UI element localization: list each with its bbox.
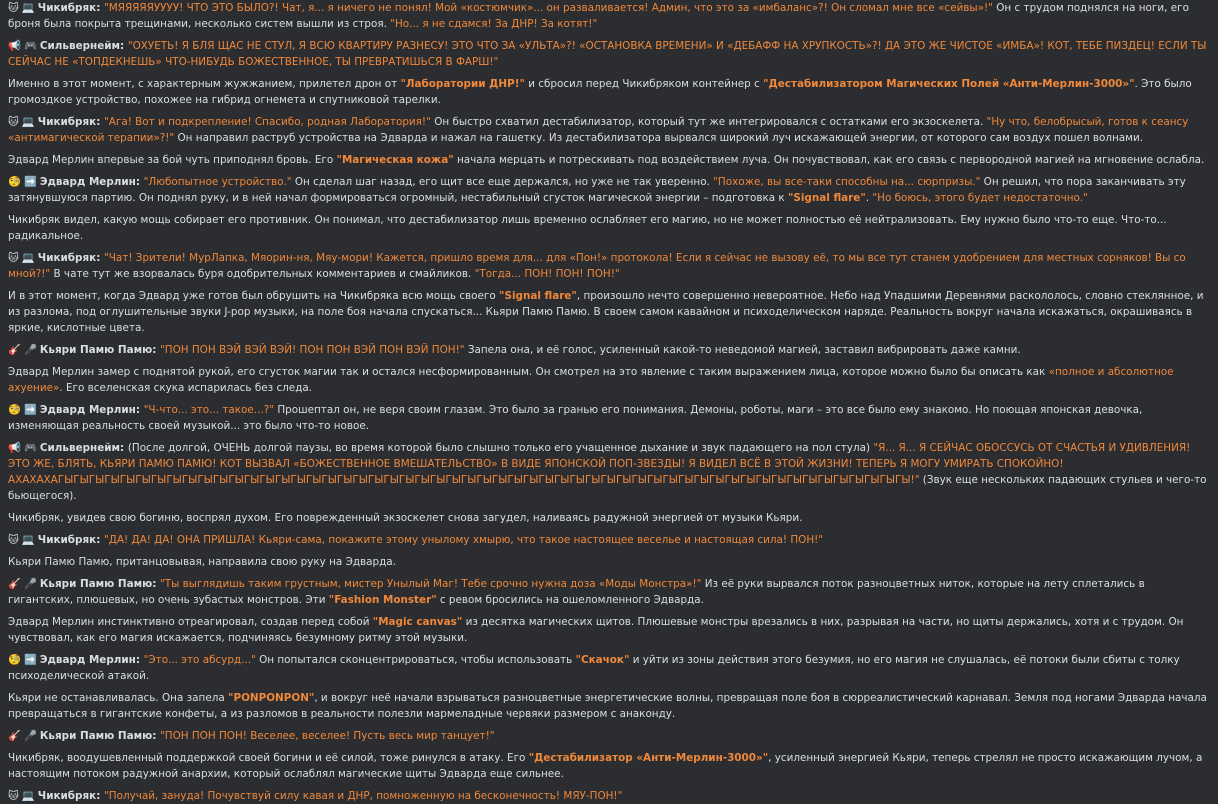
cat-face-icon: 🐱 bbox=[8, 252, 19, 264]
highlighted-text: "Лаборатории ДНР!" bbox=[400, 78, 525, 90]
highlighted-text: "Ч-что... это... такое...?" bbox=[143, 404, 275, 416]
dialogue-line bbox=[8, 788, 1210, 804]
text-segment: . Это было громоздкое устройство, похожее на гибрид огнемета и спутниковой тарелки. bbox=[8, 78, 1192, 106]
dialogue-line bbox=[8, 250, 1210, 282]
dialogue-line bbox=[8, 576, 1210, 608]
text-segment: Он сделал шаг назад, его щит все еще держался, но уже не так уверенно. bbox=[291, 176, 714, 188]
text-segment: . Его вселенская скука испарилась без следа. bbox=[59, 382, 313, 394]
text-segment: Прошептал он, не веря своим глазам. Это было за гранью его понимания. Демоны, роботы, маги – это все было ему знакомо. Но поющая японская девочка, изменяющая реальность своей музыкой... это было что-то новое. bbox=[8, 404, 1143, 432]
dialogue-line bbox=[8, 532, 1210, 548]
text-segment: с ревом бросились на ошеломленного Эдварда. bbox=[436, 594, 704, 606]
monocle-face-icon: 🧐 bbox=[8, 404, 21, 416]
monocle-face-icon: 🧐 bbox=[8, 176, 21, 188]
highlighted-text: "МЯЯЯЯЯУУУУ! ЧТО ЭТО БЫЛО?! Чат, я... я ничего не понял! Мой «костюмчик»... он разваливается! Админ, что это за «имбаланс»?! Он сломал мне все «сейвы»!" bbox=[104, 2, 993, 14]
guitar-icon: 🎸 bbox=[8, 578, 21, 590]
text-segment: Он быстро схватил дестабилизатор, который тут же интегрировался с остатками его экзоскелета. bbox=[430, 116, 987, 128]
text-segment: Он решил, что пора заканчивать эту затянувшуюся партию. Он поднял руку, и в ней начал формироваться огромный, нестабильный сгусток магической энергии – подготовка к bbox=[8, 176, 1186, 204]
narration-paragraph bbox=[8, 510, 1210, 526]
monocle-face-icon: 🧐 bbox=[8, 654, 21, 666]
text-segment: Чикибряк, воодушевленный поддержкой своей богини и её силой, тоже ринулся в атаку. Его bbox=[8, 752, 529, 764]
narration-paragraph bbox=[8, 76, 1210, 108]
highlighted-text: "Это... это абсурд..." bbox=[143, 654, 256, 666]
narration-paragraph bbox=[8, 212, 1210, 244]
highlighted-text: "Ага! Вот и подкрепление! Спасибо, родная Лаборатория!" bbox=[104, 116, 431, 128]
highlighted-text: "ПОН ПОН ПОН! Веселее, веселее! Пусть весь мир танцует!" bbox=[159, 730, 495, 742]
text-segment: Чикибряк, увидев свою богиню, воспрял духом. Его поврежденный экзоскелет снова загудел, наливаясь радужной энергией от музыки Кьяри. bbox=[8, 512, 803, 524]
text-segment: Кьяри не останавливалась. Она запела bbox=[8, 692, 229, 704]
highlighted-text: "Дестабилизатором Магических Полей «Анти-Мерлин-3000»" bbox=[763, 78, 1135, 90]
narration-paragraph bbox=[8, 288, 1210, 336]
dialogue-line bbox=[8, 114, 1210, 146]
text-segment: Эдвард Мерлин инстинктивно отреагировал, создав перед собой bbox=[8, 616, 373, 628]
highlighted-text: "Но боюсь, этого будет недостаточно." bbox=[872, 192, 1088, 204]
speaker-name: Кьяри Памю Памю: bbox=[39, 730, 160, 742]
text-segment: , и вокруг неё начали взрываться разноцветные энергетические волны, превращая поле боя в сюрреалистический карнавал. Земля под ногами Эдварда начала превращаться в гигантские конфеты, а из разломов в реальности полезли мармеладные червяки размером с анаконду. bbox=[8, 692, 1207, 720]
highlighted-text: "Но... я не сдамся! За ДНР! За котят!" bbox=[390, 18, 598, 30]
laptop-icon: 💻 bbox=[21, 790, 35, 802]
dialogue-line bbox=[8, 174, 1210, 206]
cat-face-icon: 🐱 bbox=[8, 790, 19, 802]
narration-paragraph bbox=[8, 614, 1210, 646]
speaker-name: Эдвард Мерлин: bbox=[39, 654, 144, 666]
speaker-name: Чикибряк: bbox=[37, 2, 104, 14]
highlighted-text: "Любопытное устройство." bbox=[143, 176, 292, 188]
microphone-icon: 🎤 bbox=[23, 344, 37, 356]
arrow-right-icon: ➡️ bbox=[23, 176, 37, 188]
dialogue-line bbox=[8, 728, 1210, 744]
game-controller-icon: 🎮 bbox=[23, 442, 37, 454]
highlighted-text: "Чат! Зрители! МурЛапка, Мяорин-ня, Мяу-мори! Кажется, пришло время для... для «Пон!» протокола! Если я сейчас не вызову её, то мы все тут станем удобрением для местных сорняков! Вы со мной?!" bbox=[8, 252, 1186, 280]
highlighted-text: "Скачок" bbox=[575, 654, 630, 666]
arrow-right-icon: ➡️ bbox=[23, 654, 37, 666]
text-segment: Он с трудом поднялся на ноги, его броня была покрыта трещинами, несколько систем вышли из строя. bbox=[8, 2, 1189, 30]
text-segment: и уйти из зоны действия этого безумия, но его магия не слушалась, её потоки были сбиты с толку психоделической атакой. bbox=[8, 654, 1180, 682]
highlighted-text: "Magic canvas" bbox=[372, 616, 463, 628]
dialogue-line bbox=[8, 652, 1210, 684]
text-segment: из десятка магических щитов. Плюшевые монстры врезались в них, разрывая на части, но щиты держались, хотя и с трудом. Он чувствовал, как его магия искажается, подчиняясь безумному ритму этой музыки. bbox=[8, 616, 1184, 644]
speaker-name: Чикибряк: bbox=[37, 116, 104, 128]
text-segment: Он направил раструб устройства на Эдварда и нажал на гашетку. Из дестабилизатора вырвался широкий луч искажающей энергии, от которого сам воздух пошел волнами. bbox=[174, 132, 1144, 144]
narration-paragraph bbox=[8, 152, 1210, 168]
cat-face-icon: 🐱 bbox=[8, 2, 19, 14]
speaker-name: Сильвернейм: bbox=[39, 442, 128, 454]
megaphone-icon: 📢 bbox=[8, 442, 21, 454]
laptop-icon: 💻 bbox=[21, 534, 35, 546]
narration-paragraph bbox=[8, 554, 1210, 570]
narration-paragraph bbox=[8, 750, 1210, 782]
laptop-icon: 💻 bbox=[21, 252, 35, 264]
speaker-name: Эдвард Мерлин: bbox=[39, 176, 144, 188]
highlighted-text: "PONPONPON" bbox=[228, 692, 315, 704]
text-segment: Он попытался сконцентрироваться, чтобы использовать bbox=[255, 654, 576, 666]
narration-paragraph bbox=[8, 690, 1210, 722]
highlighted-text: "Тогда... ПОН! ПОН! ПОН!" bbox=[474, 268, 620, 280]
text-segment: Именно в этот момент, с характерным жужжанием, прилетел дрон от bbox=[8, 78, 401, 90]
text-segment: (Звук еще нескольких падающих стульев и чего-то бьющегося). bbox=[8, 474, 1207, 502]
dialogue-line bbox=[8, 342, 1210, 358]
microphone-icon: 🎤 bbox=[23, 730, 37, 742]
dialogue-line bbox=[8, 0, 1210, 32]
highlighted-text: «полное и абсолютное ахуение» bbox=[8, 366, 1174, 394]
speaker-name: Кьяри Памю Памю: bbox=[39, 578, 160, 590]
arrow-right-icon: ➡️ bbox=[23, 404, 37, 416]
speaker-name: Кьяри Памю Памю: bbox=[39, 344, 160, 356]
highlighted-text: "ПОН ПОН ВЭЙ ВЭЙ ВЭЙ! ПОН ПОН ВЭЙ ПОН ВЭЙ ПОН!" bbox=[159, 344, 465, 356]
highlighted-text: "Signal flare" bbox=[499, 290, 577, 302]
laptop-icon: 💻 bbox=[21, 116, 35, 128]
speaker-name: Чикибряк: bbox=[37, 790, 104, 802]
dialogue-line bbox=[8, 38, 1210, 70]
text-segment: Эдвард Мерлин впервые за бой чуть приподнял бровь. Его bbox=[8, 154, 337, 166]
speaker-name: Сильвернейм: bbox=[39, 40, 128, 52]
highlighted-text: "Магическая кожа" bbox=[336, 154, 454, 166]
speaker-name: Чикибряк: bbox=[37, 252, 104, 264]
text-segment: Из её руки вырвался поток разноцветных ниток, которые на лету сплетались в гигантских, плюшевых, но очень зубастых монстров. Эти bbox=[8, 578, 1145, 606]
highlighted-text: "Fashion Monster" bbox=[328, 594, 437, 606]
cat-face-icon: 🐱 bbox=[8, 116, 19, 128]
guitar-icon: 🎸 bbox=[8, 730, 21, 742]
highlighted-text: "Дестабилизатор «Анти-Мерлин-3000»" bbox=[528, 752, 769, 764]
text-segment: , усиленный энергией Кьяри, теперь стрелял не просто искажающим лучом, а настоящим потоком радужной анархии, который ослаблял магические щиты Эдварда еще сильнее. bbox=[8, 752, 1203, 780]
text-segment: Чикибряк видел, какую мощь собирает его противник. Он понимал, что дестабилизатор лишь временно ослабляет его магию, но не может полностью её нейтрализовать. Ему нужно было что-то еще. Что-то... радикальное. bbox=[8, 214, 1167, 242]
speaker-name: Чикибряк: bbox=[37, 534, 104, 546]
text-segment: (После долгой, ОЧЕНЬ долгой паузы, во время которой было слышно только его учащенное дыхание и звук падающего на пол стула) bbox=[127, 442, 874, 454]
text-segment: Кьяри Памю Памю, пританцовывая, направила свою руку на Эдварда. bbox=[8, 556, 396, 568]
highlighted-text: "Ну что, белобрысый, готов к сеансу «антимагической терапии»?!" bbox=[8, 116, 1189, 144]
text-segment: В чате тут же взорвалась буря одобрительных комментариев и смайликов. bbox=[50, 268, 475, 280]
microphone-icon: 🎤 bbox=[23, 578, 37, 590]
guitar-icon: 🎸 bbox=[8, 344, 21, 356]
dialogue-line bbox=[8, 440, 1210, 504]
highlighted-text: "ДА! ДА! ДА! ОНА ПРИШЛА! Кьяри-сама, покажите этому унылому хмырю, что такое настоящее веселье и настоящая сила! ПОН!" bbox=[104, 534, 824, 546]
highlighted-text: "Ты выглядишь таким грустным, мистер Унылый Маг! Тебе срочно нужна доза «Моды Монстра»!" bbox=[159, 578, 702, 590]
game-controller-icon: 🎮 bbox=[23, 40, 37, 52]
text-segment: . bbox=[865, 192, 873, 204]
text-segment: начала мерцать и потрескивать под воздействием луча. Он почувствовал, как его связь с первородной магией на мгновение ослабла. bbox=[453, 154, 1205, 166]
speaker-name: Эдвард Мерлин: bbox=[39, 404, 144, 416]
text-segment: , произошло нечто совершенно невероятное. Небо над Упадшими Деревнями раскололось, словно стеклянное, и из разлома, под оглушительные звуки J-pop музыки, на поле боя начала спускаться... Кьяри Памю Памю. В своем самом кавайном и психоделическом наряде. Реальность вокруг начала искажаться, окрашиваясь в яркие, кислотные цвета. bbox=[8, 290, 1204, 334]
text-segment: Эдвард Мерлин замер с поднятой рукой, его сгусток магии так и остался несформированным. Он смотрел на это явление с таким выражением лица, которое можно было бы описать как bbox=[8, 366, 1049, 378]
cat-face-icon: 🐱 bbox=[8, 534, 19, 546]
text-segment: Запела она, и её голос, усиленный какой-то неведомой магией, заставил вибрировать даже камни. bbox=[464, 344, 1021, 356]
text-segment: и сбросил перед Чикибряком контейнер с bbox=[524, 78, 764, 90]
highlighted-text: "Получай, зануда! Почувствуй силу кавая и ДНР, помноженную на бесконечность! МЯУ-ПОН!" bbox=[104, 790, 623, 802]
highlighted-text: "Похоже, вы все-таки способны на... сюрпризы." bbox=[713, 176, 981, 188]
megaphone-icon: 📢 bbox=[8, 40, 21, 52]
narration-paragraph bbox=[8, 364, 1210, 396]
highlighted-text: "ОХУЕТЬ! Я БЛЯ ЩАС НЕ СТУЛ, Я ВСЮ КВАРТИРУ РАЗНЕСУ! ЭТО ЧТО ЗА «УЛЬТА»?! «ОСТАНОВКА ВРЕМЕНИ» И «ДЕБАФФ НА ХРУПКОСТЬ»?! ДА ЭТО ЖЕ ЧИСТОЕ «ИМБА»! КОТ, ТЕБЕ ПИЗДЕЦ! ЕСЛИ ТЫ СЕЙЧАС НЕ «ТОПДЕКНЕШЬ» ЧТО-НИБУДЬ БОЖЕСТВЕННОЕ, ТЫ ПРЕВРАТИШЬСЯ В ФАРШ!" bbox=[8, 40, 1207, 68]
dialogue-line bbox=[8, 402, 1210, 434]
text-segment: И в этот момент, когда Эдвард уже готов был обрушить на Чикибряка всю мощь своего bbox=[8, 290, 500, 302]
highlighted-text: "Signal flare" bbox=[787, 192, 866, 204]
highlighted-text: "Я... Я... Я СЕЙЧАС ОБОССУСЬ ОТ СЧАСТЬЯ И УДИВЛЕНИЯ! ЭТО ЖЕ, БЛЯТЬ, КЬЯРИ ПАМЮ ПАМЮ! КОТ ВЫЗВАЛ «БОЖЕСТВЕННОЕ ВМЕШАТЕЛЬСТВО» В ВИДЕ ЯПОНСКОЙ ПОП-ЗВЕЗДЫ! Я ВИДЕЛ ВСЁ В ЭТОЙ ЖИЗНИ! ТЕПЕРЬ Я МОГУ УМИРАТЬ СПОКОЙНО! АХАХАХАГЫГЫГЫГЫГЫГЫГЫГЫГЫГЫГЫГЫГЫГЫГЫГЫГЫГЫГЫГЫГЫГЫГЫГЫГЫГЫГЫГЫГЫГЫГЫГЫГЫГЫГЫГЫГЫГЫГЫГЫГЫГЫГЫГЫГЫГЫГЫГЫГЫГЫГЫГЫГЫГЫГЫ!" bbox=[8, 442, 1191, 486]
laptop-icon: 💻 bbox=[21, 2, 35, 14]
